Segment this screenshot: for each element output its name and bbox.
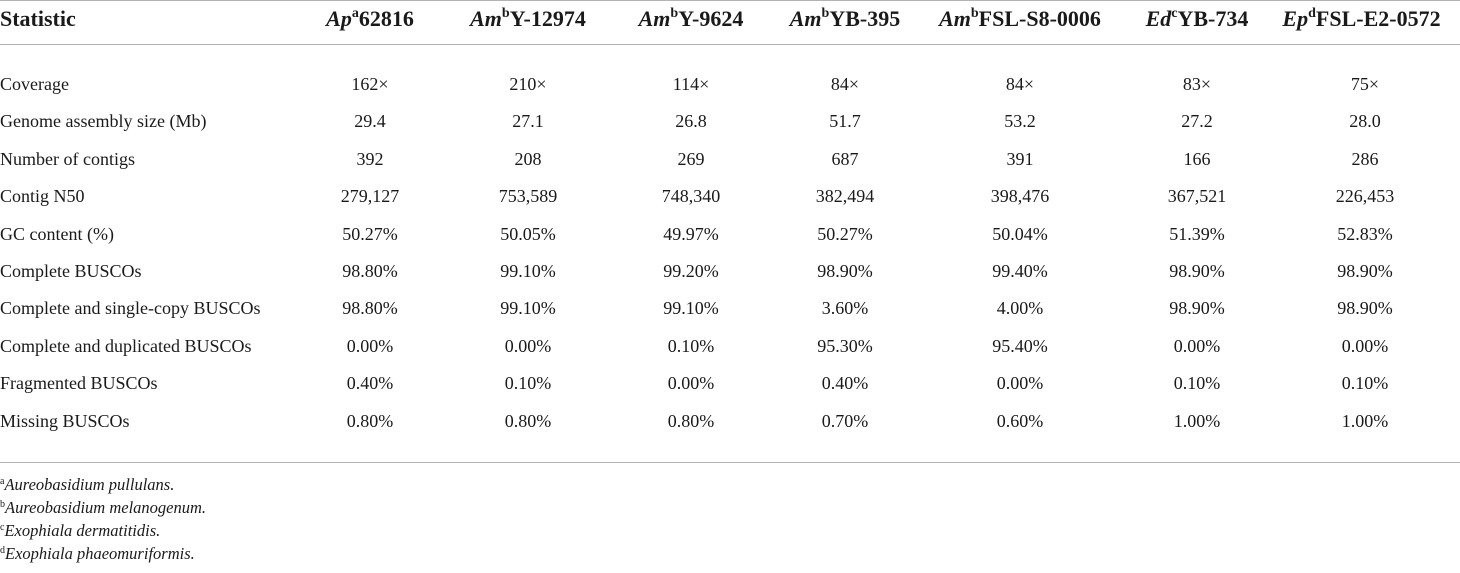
footnote-mark: b (670, 6, 679, 21)
table-cell: 95.40% (992, 335, 1048, 356)
table-cell: 0.00% (996, 373, 1044, 394)
table-cell: 0.00% (1341, 335, 1389, 356)
table-row (0, 178, 1460, 215)
table-cell: 162× (351, 74, 389, 94)
row-label: Complete and single-copy BUSCOs (0, 298, 261, 319)
table-cell: 27.1 (512, 111, 544, 132)
strain-id: Y-12974 (509, 6, 586, 31)
species-abbr: Am (789, 6, 822, 31)
header-column (1263, 0, 1460, 44)
table-row (0, 253, 1460, 290)
table-cell: 29.4 (354, 111, 386, 132)
row-label: Number of contigs (0, 148, 135, 169)
table-cell: 0.80% (346, 410, 394, 431)
table-row (0, 103, 1460, 140)
strain-id: YB-734 (1177, 6, 1249, 31)
table-cell: 50.27% (817, 223, 873, 244)
table-row (0, 66, 1460, 103)
table-cell: 83× (1182, 74, 1212, 94)
species-abbr: Am (638, 6, 671, 31)
header-statistic: Statistic (0, 6, 76, 31)
table-row (0, 403, 1460, 440)
table-cell: 392 (356, 148, 384, 169)
table-cell: 4.00% (996, 298, 1044, 319)
table-cell: 99.40% (992, 260, 1048, 281)
header-column (296, 0, 444, 44)
table-cell: 367,521 (1167, 186, 1227, 207)
table-cell: 52.83% (1337, 223, 1393, 244)
table-cell: 114× (672, 74, 710, 94)
table-row (0, 328, 1460, 365)
table-cell: 99.10% (663, 298, 719, 319)
header-column (606, 0, 776, 44)
table-cell: 0.60% (996, 410, 1044, 431)
table-cell: 0.80% (667, 410, 715, 431)
table-cell: 687 (831, 148, 859, 169)
table-cell: 3.60% (821, 298, 869, 319)
table-cell: 0.00% (346, 335, 394, 356)
footnote-mark: b (970, 6, 979, 21)
table-cell: 50.05% (500, 223, 556, 244)
strain-id: YB-395 (829, 6, 901, 31)
table-cell: 0.00% (504, 335, 552, 356)
strain-id: 62816 (358, 6, 414, 31)
table-cell: 27.2 (1181, 111, 1213, 132)
table-cell: 269 (677, 148, 705, 169)
row-label: Complete and duplicated BUSCOs (0, 335, 252, 356)
table-cell: 50.04% (992, 223, 1048, 244)
table-cell: 382,494 (815, 186, 875, 207)
row-label: Complete BUSCOs (0, 260, 142, 281)
table-cell: 391 (1006, 148, 1034, 169)
table-cell: 99.10% (500, 298, 556, 319)
table-cell: 0.10% (1173, 373, 1221, 394)
table-row (0, 290, 1460, 327)
header-column (760, 0, 930, 44)
footnote-mark: b (821, 6, 830, 21)
table-cell: 0.80% (504, 410, 552, 431)
table-cell: 98.90% (1169, 260, 1225, 281)
table-cell: 49.97% (663, 223, 719, 244)
table-cell: 753,589 (498, 186, 558, 207)
table-cell: 0.70% (821, 410, 869, 431)
row-label: Coverage (0, 74, 69, 94)
table-cell: 28.0 (1349, 111, 1381, 132)
footnote (0, 496, 206, 519)
table-cell: 0.00% (667, 373, 715, 394)
strain-id: FSL-S8-0006 (978, 6, 1101, 31)
header-column (910, 0, 1130, 44)
table-cell: 98.90% (1337, 260, 1393, 281)
row-label: Genome assembly size (Mb) (0, 111, 207, 132)
footnote-text: Aureobasidium melanogenum. (5, 498, 207, 517)
table-cell: 98.80% (342, 260, 398, 281)
table-cell: 748,340 (661, 186, 721, 207)
footnote (0, 473, 206, 496)
table-cell: 98.90% (1169, 298, 1225, 319)
footnote-mark: a (0, 476, 5, 487)
table-cell: 226,453 (1335, 186, 1395, 207)
table-cell: 0.10% (667, 335, 715, 356)
species-abbr: Ep (1282, 6, 1309, 31)
table-cell: 95.30% (817, 335, 873, 356)
table-cell: 210× (509, 74, 547, 94)
table-row (0, 365, 1460, 402)
footnote-mark: d (0, 545, 5, 556)
footnote-mark: c (0, 522, 5, 533)
table-cell: 0.10% (504, 373, 552, 394)
table-cell: 1.00% (1173, 410, 1221, 431)
footnote-text: Exophiala dermatitidis. (4, 521, 161, 540)
table-cell: 279,127 (340, 186, 400, 207)
species-abbr: Ed (1145, 6, 1172, 31)
table-cell: 166 (1183, 148, 1211, 169)
table-cell: 84× (830, 74, 860, 94)
table-body (0, 66, 1460, 440)
row-label: GC content (%) (0, 223, 114, 244)
table-cell: 1.00% (1341, 410, 1389, 431)
species-abbr: Am (939, 6, 971, 31)
table-cell: 53.2 (1004, 111, 1036, 132)
footnote-mark: a (351, 6, 359, 21)
row-label: Missing BUSCOs (0, 410, 130, 431)
footnotes (0, 473, 206, 565)
header-column (1125, 0, 1269, 44)
row-label: Contig N50 (0, 186, 85, 207)
footnote (0, 519, 206, 542)
table-cell: 75× (1350, 74, 1380, 94)
table-cell: 26.8 (675, 111, 707, 132)
table-cell: 208 (514, 148, 542, 169)
table-cell: 98.90% (1337, 298, 1393, 319)
table-row (0, 141, 1460, 178)
table-bottom-rule (0, 462, 1460, 463)
table-cell: 286 (1351, 148, 1379, 169)
table-header (0, 0, 1460, 44)
strain-id: Y-9624 (678, 6, 744, 31)
table-row (0, 216, 1460, 253)
footnote-mark: c (1171, 6, 1178, 21)
footnote-mark: b (501, 6, 510, 21)
footnote (0, 542, 206, 565)
table-cell: 84× (1005, 74, 1035, 94)
species-abbr: Am (470, 6, 502, 31)
table-cell: 0.40% (346, 373, 394, 394)
table-cell: 51.7 (829, 111, 861, 132)
row-label: Fragmented BUSCOs (0, 373, 158, 394)
table-cell: 98.80% (342, 298, 398, 319)
footnote-text: Aureobasidium pullulans. (4, 475, 175, 494)
footnote-text: Exophiala phaeomuriformis. (5, 544, 195, 563)
table-header-rule (0, 44, 1460, 45)
table-cell: 99.20% (663, 260, 719, 281)
table-cell: 0.40% (821, 373, 869, 394)
table-cell: 50.27% (342, 223, 398, 244)
species-abbr: Ap (326, 6, 352, 31)
table-cell: 0.00% (1173, 335, 1221, 356)
footnote-mark: b (0, 499, 5, 510)
table-cell: 98.90% (817, 260, 873, 281)
strain-id: FSL-E2-0572 (1315, 6, 1441, 31)
table-cell: 51.39% (1169, 223, 1225, 244)
table-cell: 398,476 (990, 186, 1050, 207)
header-column (443, 0, 613, 44)
footnote-mark: d (1308, 6, 1316, 21)
table-cell: 0.10% (1341, 373, 1389, 394)
table-cell: 99.10% (500, 260, 556, 281)
